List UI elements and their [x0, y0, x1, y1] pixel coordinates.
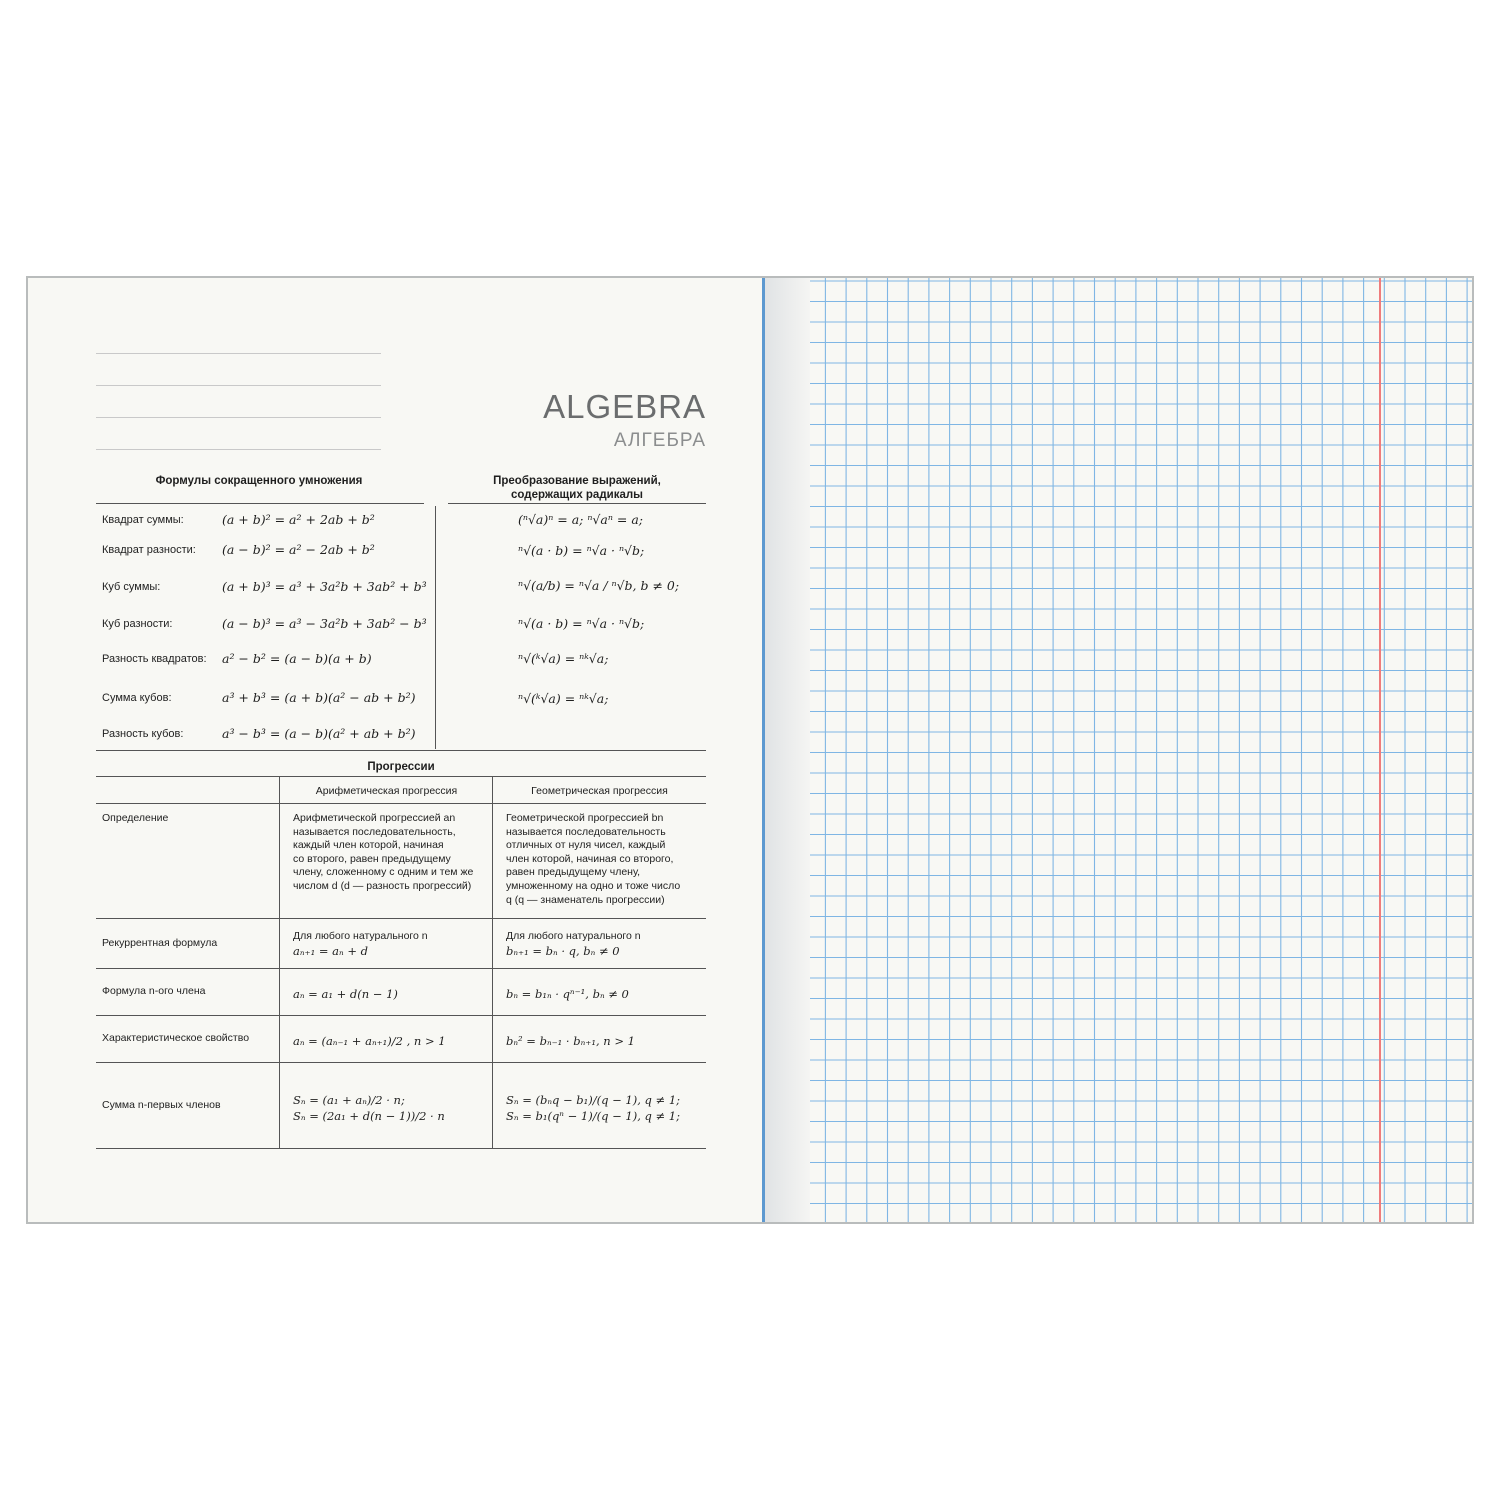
- row-label: Формула n-ого члена: [102, 985, 206, 997]
- notebook-spread: [26, 276, 1474, 1224]
- left-page: [28, 278, 762, 1222]
- cell-text: члену, сложенному с одним и тем же: [293, 866, 474, 879]
- geom-cell: [506, 812, 706, 907]
- formula-expression: a³ − b³ = (a − b)(a² + ab + b²): [222, 726, 416, 741]
- cell-text: называется последовательность: [506, 825, 666, 838]
- progressions-top-rule: [96, 750, 706, 751]
- arith-cell: [293, 1092, 493, 1124]
- formula-label: Квадрат суммы:: [102, 514, 184, 526]
- radical-identity: ⁿ√(ᵏ√a) = ⁿᵏ√a;: [518, 651, 609, 666]
- formula-expression: (a − b)³ = a³ − 3a²b + 3ab² − b³: [222, 616, 427, 631]
- formula-expression: (a + b)³ = a³ + 3a²b + 3ab² + b³: [222, 579, 427, 594]
- radicals-heading-line2: содержащих радикалы: [511, 489, 643, 501]
- row-label: Сумма n-первых членов: [102, 1098, 221, 1111]
- formula-label: Куб суммы:: [102, 581, 161, 593]
- formulas-heading: Формулы сокращенного умножения: [155, 475, 363, 487]
- cell-formula: Sₙ = (bₙq − b₁)/(q − 1), q ≠ 1;: [506, 1092, 681, 1107]
- formula-label: Разность квадратов:: [102, 653, 207, 665]
- name-line: [96, 449, 381, 450]
- subject-title-ru: АЛГЕБРА: [613, 430, 706, 451]
- table-rule: [96, 918, 706, 919]
- row-label: Определение: [102, 812, 169, 824]
- cell-text: со второго, равен предыдущему: [293, 852, 451, 865]
- formula-expression: a³ + b³ = (a + b)(a² − ab + b²): [222, 690, 416, 705]
- table-rule: [96, 1148, 706, 1149]
- radical-identity: ⁿ√(a · b) = ⁿ√a · ⁿ√b;: [518, 543, 645, 558]
- page-gutter-shadow: [762, 278, 810, 1222]
- cell-text: член которой, начиная со второго,: [506, 852, 674, 865]
- name-line: [96, 353, 381, 354]
- row-label: Рекуррентная формула: [102, 936, 218, 949]
- table-col-divider: [279, 776, 280, 1148]
- grid-lines: [762, 278, 1474, 1222]
- formula-label: Квадрат разности:: [102, 544, 196, 556]
- radicals-rule: [448, 503, 706, 504]
- table-rule: [96, 1062, 706, 1063]
- arith-cell: [293, 812, 493, 894]
- subject-title-en: ALGEBRA: [543, 388, 706, 425]
- radicals-heading-line1: Преобразование выражений,: [493, 475, 661, 487]
- formulas-divider: [435, 506, 436, 749]
- cell-text: Арифметической прогрессией an: [293, 812, 456, 824]
- cell-text: числом d (d — разность прогрессий): [293, 879, 472, 892]
- geom-cell: [506, 986, 706, 1002]
- table-rule: [96, 803, 706, 804]
- cell-formula: aₙ₊₁ = aₙ + d: [293, 944, 368, 959]
- table-rule: [96, 968, 706, 969]
- spine-edge: [762, 278, 765, 1222]
- formulas-rule: [96, 503, 424, 504]
- cell-text: Для любого натурального n: [293, 929, 428, 942]
- cell-formula: bₙ² = bₙ₋₁ · bₙ₊₁, n > 1: [506, 1033, 635, 1048]
- radical-identity: (ⁿ√a)ⁿ = a; ⁿ√aⁿ = a;: [518, 512, 643, 527]
- radical-identity: ⁿ√(ᵏ√a) = ⁿᵏ√a;: [518, 691, 609, 706]
- cell-text: отличных от нуля чисел, каждый: [506, 839, 666, 852]
- cell-text: каждый член которой, начиная: [293, 839, 444, 852]
- formula-expression: (a − b)² = a² − 2ab + b²: [222, 542, 375, 557]
- radical-identity: ⁿ√(a · b) = ⁿ√a · ⁿ√b;: [518, 616, 645, 631]
- cell-text: q (q — знаменатель прогрессии): [506, 893, 665, 906]
- geom-cell: [506, 930, 706, 960]
- arith-cell: [293, 1033, 493, 1049]
- column-header-geom: Геометрическая прогрессия: [531, 785, 668, 797]
- cell-formula: Sₙ = (a₁ + aₙ)/2 · n;: [293, 1092, 405, 1107]
- formula-expression: a² − b² = (a − b)(a + b): [222, 651, 372, 666]
- cell-text: равен предыдущему члену,: [506, 866, 641, 879]
- radicals-heading: [448, 474, 706, 502]
- cell-formula: aₙ = a₁ + d(n − 1): [293, 986, 398, 1001]
- cell-formula: bₙ = b₁ₙ · qⁿ⁻¹, bₙ ≠ 0: [506, 986, 629, 1001]
- margin-line: [1379, 278, 1381, 1222]
- grid-page: [762, 278, 1474, 1222]
- cell-text: Для любого натурального n: [506, 929, 641, 942]
- progressions-heading: Прогрессии: [367, 761, 435, 773]
- cell-formula: Sₙ = b₁(qⁿ − 1)/(q − 1), q ≠ 1;: [506, 1108, 680, 1123]
- table-rule: [96, 776, 706, 777]
- arith-cell: [293, 986, 493, 1002]
- formula-label: Разность кубов:: [102, 728, 184, 740]
- name-line: [96, 385, 381, 386]
- radical-identity: ⁿ√(a/b) = ⁿ√a / ⁿ√b, b ≠ 0;: [518, 578, 680, 593]
- arith-cell: [293, 930, 493, 960]
- cell-text: Геометрической прогрессией bn: [506, 812, 664, 824]
- formula-label: Куб разности:: [102, 618, 173, 630]
- name-line: [96, 417, 381, 418]
- formula-label: Сумма кубов:: [102, 692, 172, 704]
- formula-expression: (a + b)² = a² + 2ab + b²: [222, 512, 375, 527]
- table-rule: [96, 1015, 706, 1016]
- cell-formula: bₙ₊₁ = bₙ · q, bₙ ≠ 0: [506, 944, 620, 959]
- geom-cell: [506, 1033, 706, 1049]
- cell-formula: aₙ = (aₙ₋₁ + aₙ₊₁)/2 , n > 1: [293, 1033, 446, 1048]
- cell-text: умноженному на одно и тоже число: [506, 879, 681, 892]
- cell-formula: Sₙ = (2a₁ + d(n − 1))/2 · n: [293, 1108, 445, 1123]
- column-header-arith: Арифметическая прогрессия: [315, 785, 458, 797]
- geom-cell: [506, 1092, 706, 1124]
- cell-text: называется последовательность,: [293, 825, 456, 838]
- row-label: Характеристическое свойство: [102, 1032, 250, 1044]
